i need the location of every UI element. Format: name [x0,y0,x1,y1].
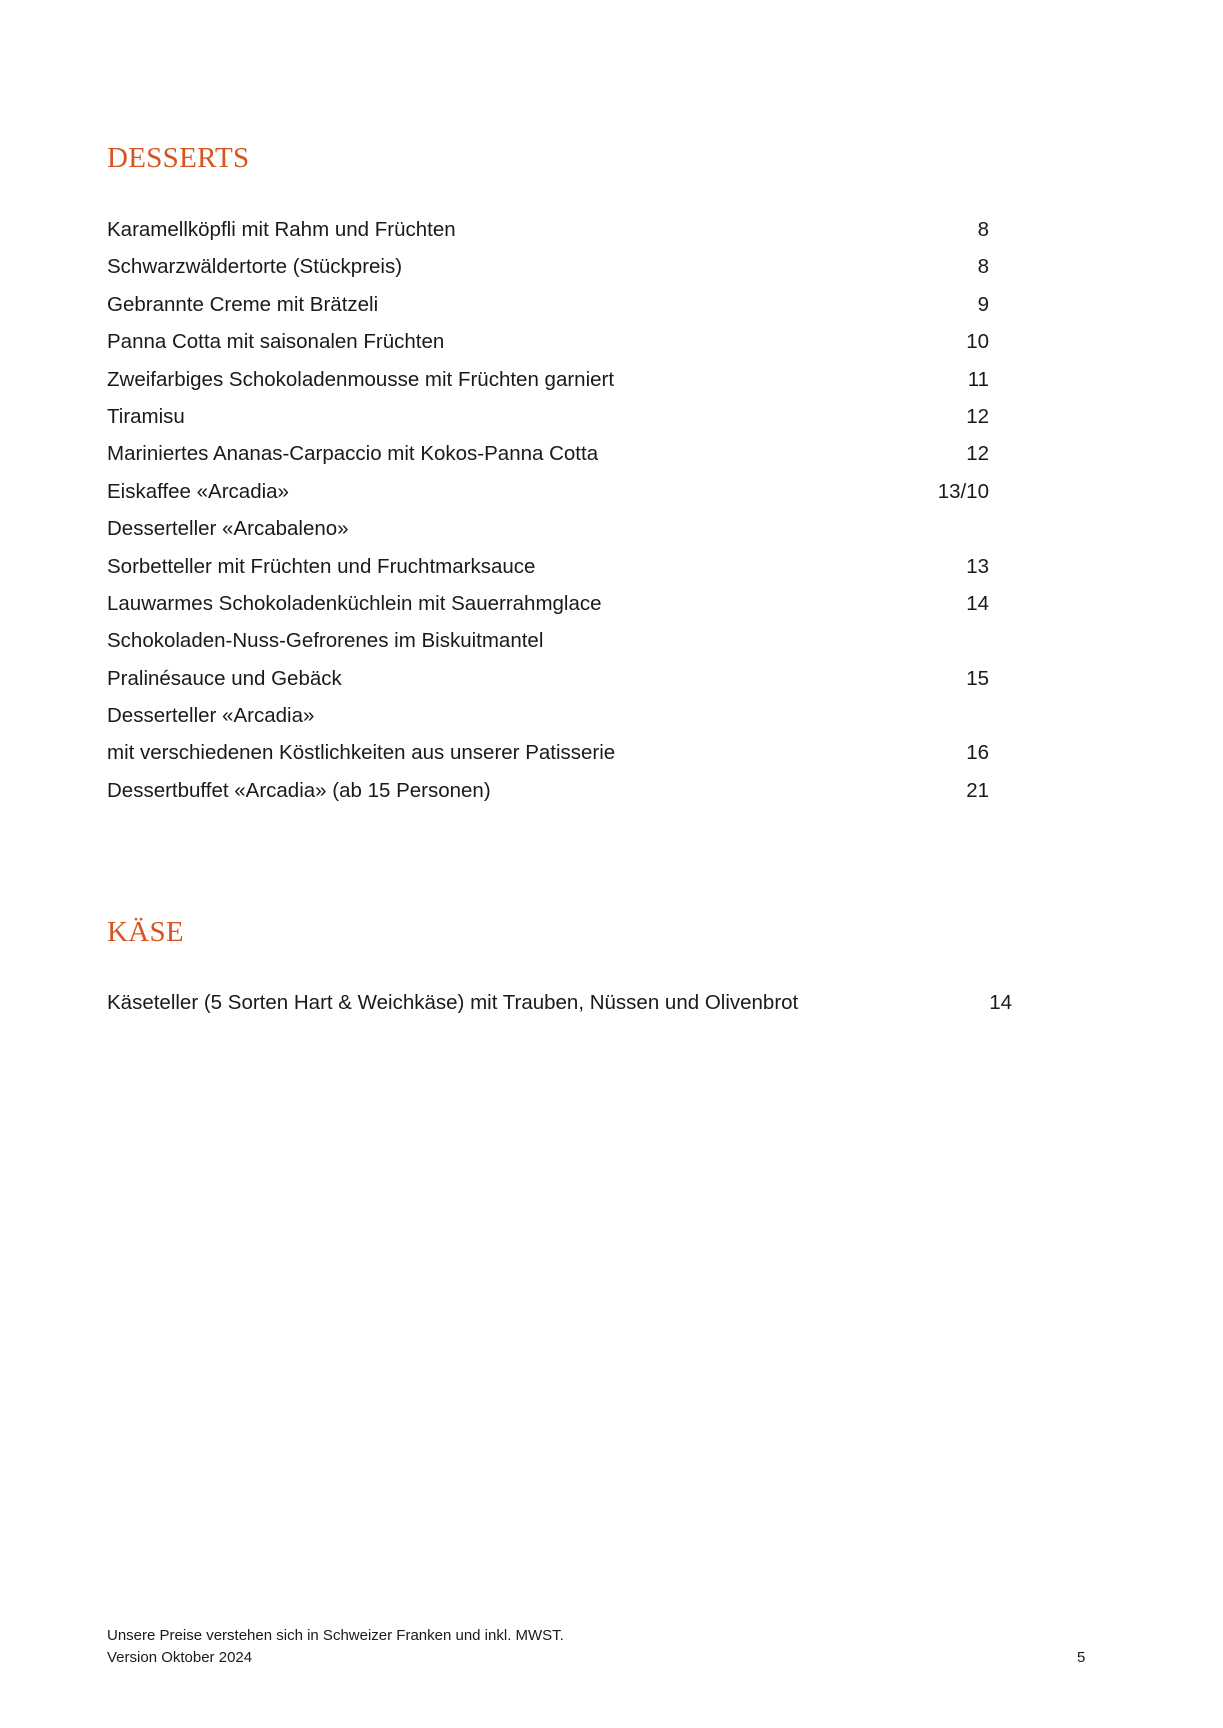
footer [107,1625,564,1669]
menu-item-price: 8 [977,255,989,279]
menu-item-name: Gebrannte Creme mit Brätzeli [107,292,379,316]
menu-item-name: Tiramisu [107,404,185,428]
menu-item-price: 16 [966,741,989,765]
menu-item-price: 21 [966,778,989,802]
kaese-list [107,984,1012,1021]
kaese-heading: KÄSE [107,916,184,948]
menu-item-price: 13 [966,554,989,578]
menu-item [107,772,989,809]
menu-item-price: 11 [967,367,989,391]
menu-item [107,548,989,585]
menu-item-name: Lauwarmes Schokoladenküchlein mit Sauerrahmglace [107,591,602,615]
menu-item [107,473,989,510]
footer-version: Version Oktober 2024 [107,1649,253,1666]
menu-item [107,323,989,360]
menu-item [107,435,989,472]
menu-item-name: Sorbetteller mit Früchten und Fruchtmarksauce [107,554,536,578]
menu-item-price: 14 [989,991,1012,1014]
menu-item-price: 15 [966,666,989,690]
menu-item [107,660,989,697]
menu-item-name: Panna Cotta mit saisonalen Früchten [107,330,445,354]
menu-item-name: Dessertbuffet «Arcadia» (ab 15 Personen) [107,778,491,802]
page-number: 5 [1077,1649,1086,1666]
menu-item-name: Eiskaffee «Arcadia» [107,479,289,503]
menu-item-name: Käseteller (5 Sorten Hart & Weichkäse) mit Trauben, Nüssen und Olivenbrot [107,991,799,1014]
menu-item-name: Karamellköpfli mit Rahm und Früchten [107,218,456,241]
menu-item [107,697,989,734]
menu-item-name: mit verschiedenen Köstlichkeiten aus unserer Patisserie [107,741,616,765]
desserts-heading: DESSERTS [107,142,250,174]
menu-item-name: Schwarzwäldertorte (Stückpreis) [107,255,403,279]
menu-item-price: 13/10 [937,479,989,503]
menu-item-price: 12 [966,442,989,466]
menu-item [107,398,989,435]
menu-item-price: 8 [977,218,989,241]
menu-item-name: Desserteller «Arcabaleno» [107,517,349,541]
menu-item-price: 14 [966,591,989,615]
dessert-list [107,211,989,809]
menu-item [107,622,989,659]
menu-item-name: Zweifarbiges Schokoladenmousse mit Früchten garniert [107,367,615,391]
menu-item-name: Desserteller «Arcadia» [107,704,315,728]
menu-item [107,585,989,622]
menu-item [107,361,989,398]
menu-item [107,211,989,248]
menu-item-price: 9 [977,292,989,316]
menu-item [107,286,989,323]
menu-item-price: 12 [966,404,989,428]
footer-price-note: Unsere Preise verstehen sich in Schweizer Franken und inkl. MWST. [107,1627,564,1644]
menu-item-name: Pralinésauce und Gebäck [107,666,342,690]
menu-item-name: Mariniertes Ananas-Carpaccio mit Kokos-Panna Cotta [107,442,599,466]
menu-item-price: 10 [966,330,989,354]
menu-item-name: Schokoladen-Nuss-Gefrorenes im Biskuitmantel [107,629,544,653]
menu-item [107,510,989,547]
menu-item [107,248,989,285]
menu-item [107,984,1012,1021]
menu-item [107,734,989,771]
